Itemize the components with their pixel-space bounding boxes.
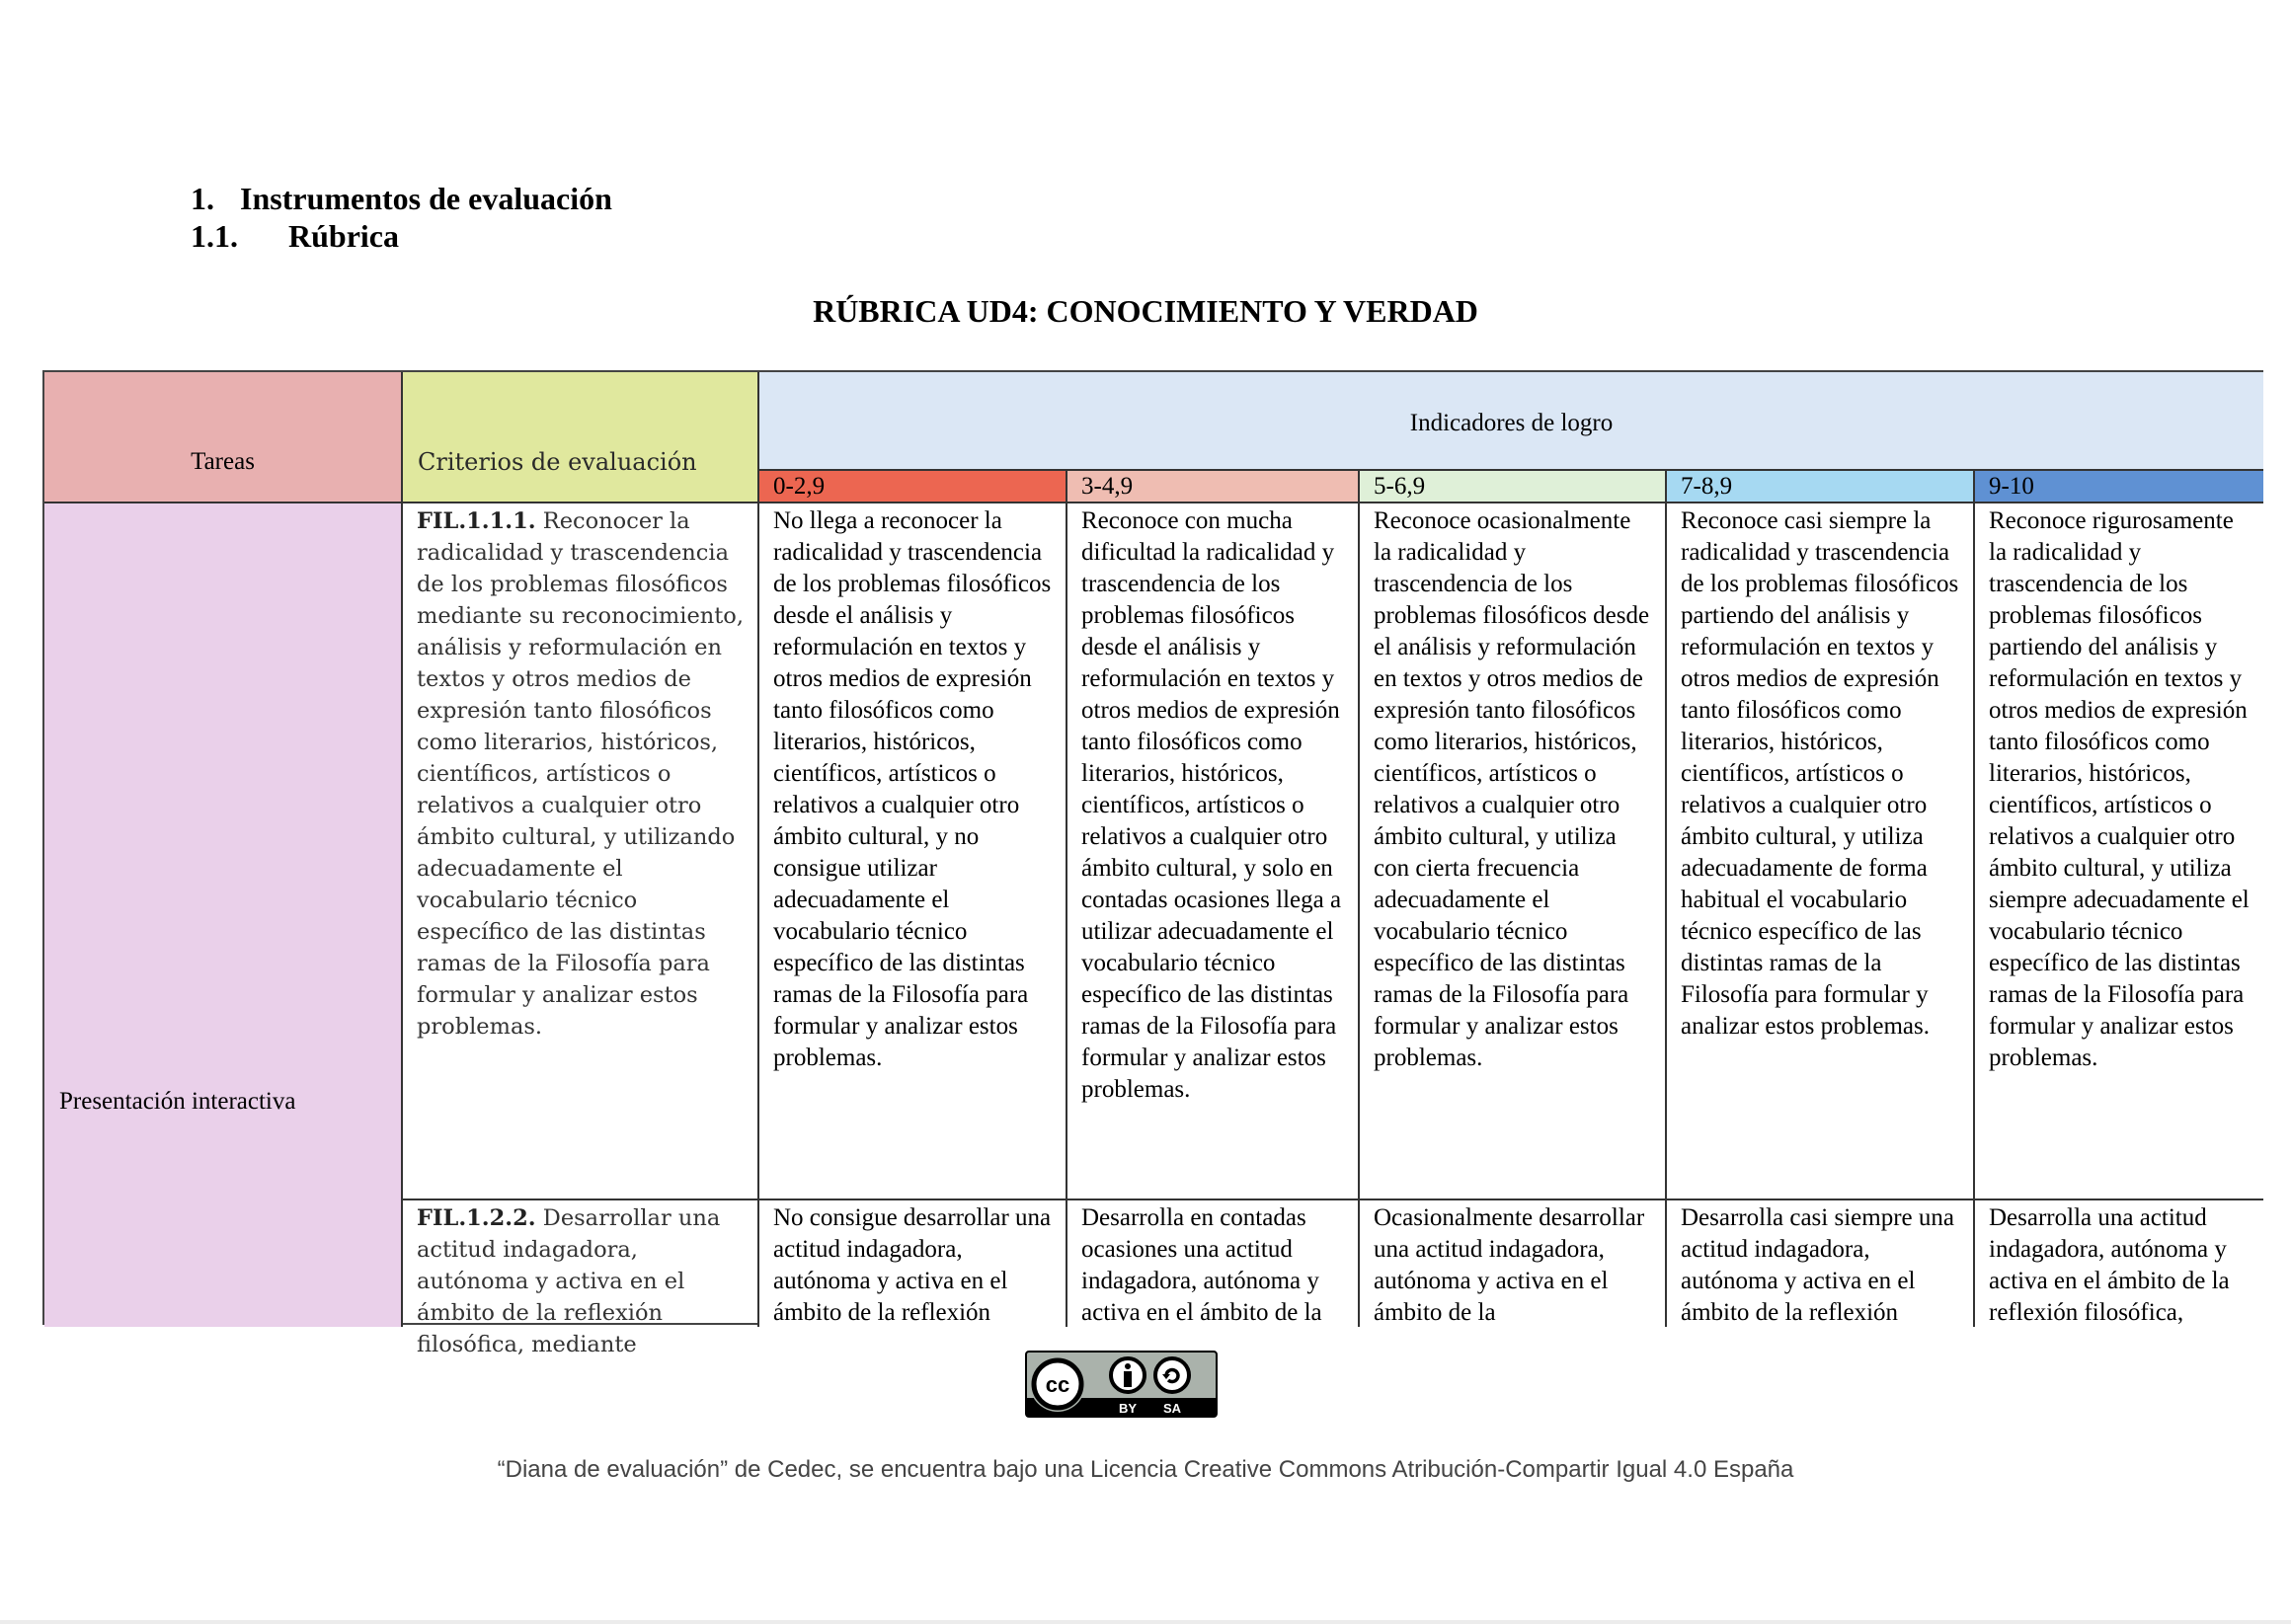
level-header-4: 7-8,9 <box>1665 469 1973 502</box>
tarea-cell <box>44 502 401 1327</box>
descriptor-cell: Reconoce casi siempre la radicalidad y trascendencia de los problemas filosóficos partiendo del análisis y reformulación en textos y otros medios de expresión tanto filosóficos como literarios, históricos, científicos, artísticos o relativos a cualquier otro ámbito cultural, y utiliza adecuadamente de forma habitual el vocabulario técnico específico de las distintas ramas de la Filosofía para formular y analizar estos problemas. <box>1665 502 1973 1199</box>
criterion-code: FIL.1.2.2. <box>417 1205 536 1231</box>
section-number: 1. <box>191 181 214 216</box>
descriptor-cell: No consigue desarrollar una actitud indagadora, autónoma y activa en el ámbito de la reflexión <box>757 1199 1066 1327</box>
descriptor-cell: Reconoce rigurosamente la radicalidad y trascendencia de los problemas filosóficos partiendo del análisis y reformulación en textos y otros medios de expresión tanto filosóficos como literarios, históricos, científicos, artísticos o relativos a cualquier otro ámbito cultural, y utiliza siempre adecuadamente el vocabulario técnico específico de las distintas ramas de la Filosofía para formular y analizar estos problemas. <box>1973 502 2263 1199</box>
descriptor-cell: No llega a reconocer la radicalidad y trascendencia de los problemas filosóficos desde el análisis y reformulación en textos y otros medios de expresión tanto filosóficos como literarios, históricos, científicos, artísticos o relativos a cualquier otro ámbito cultural, y no consigue utilizar adecuadamente el vocabulario técnico específico de las distintas ramas de la Filosofía para formular y analizar estos problemas. <box>757 502 1066 1199</box>
tarea-label: Presentación interactiva <box>59 1088 296 1115</box>
criterion-text: Desarrollar una actitud indagadora, autónoma y activa en el ámbito de la reflexión filosófica, mediante <box>417 1205 721 1357</box>
header-tareas <box>44 372 401 502</box>
descriptor-cell: Desarrolla una actitud indagadora, autónoma y activa en el ámbito de la reflexión filosófica, <box>1973 1199 2263 1327</box>
descriptor-cell: Ocasionalmente desarrollar una actitud indagadora, autónoma y activa en el ámbito de la <box>1358 1199 1665 1327</box>
rubric-title: RÚBRICA UD4: CONOCIMIENTO Y VERDAD <box>813 293 1478 329</box>
criterion-cell-1 <box>401 502 757 1199</box>
subsection-number: 1.1. <box>191 218 238 254</box>
license-footer: “Diana de evaluación” de Cedec, se encuentra bajo una Licencia Creative Commons Atribución-Compartir Igual 4.0 España <box>497 1456 1794 1483</box>
descriptor-cell: Reconoce con mucha dificultad la radicalidad y trascendencia de los problemas filosóficos desde el análisis y reformulación en textos y otros medios de expresión tanto filosóficos como literarios, históricos, científicos, artísticos o relativos a cualquier otro ámbito cultural, y solo en contadas ocasiones llega a utilizar adecuadamente el vocabulario técnico específico de las distintas ramas de la Filosofía para formular y analizar estos problemas. <box>1066 502 1358 1199</box>
level-header-3: 5-6,9 <box>1358 469 1665 502</box>
page-bottom-divider <box>0 1620 2291 1624</box>
header-criterios-label: Criterios de evaluación <box>418 448 697 476</box>
header-tareas-label: Tareas <box>191 448 255 475</box>
rubric-table <box>42 370 2263 1357</box>
cc-by-sa-badge-icon <box>1025 1351 1218 1418</box>
header-criterios <box>401 372 757 502</box>
subsection-heading <box>191 217 399 255</box>
badge-sa-label: SA <box>1162 1401 1182 1416</box>
level-header-2: 3-4,9 <box>1066 469 1358 502</box>
criterion-code: FIL.1.1.1. <box>417 508 536 534</box>
level-header-1: 0-2,9 <box>757 469 1066 502</box>
svg-text:cc: cc <box>1045 1372 1070 1397</box>
section-heading <box>191 180 612 217</box>
level-header-5: 9-10 <box>1973 469 2263 502</box>
criterion-text: Reconocer la radicalidad y trascendencia de los problemas filosóficos mediante su reconocimiento, análisis y reformulación en textos y otros medios de expresión tanto filosóficos como literarios, históricos, científicos, artísticos o relativos a cualquier otro ámbito cultural, y utilizando adecuadamente el vocabulario técnico específico de las distintas ramas de la Filosofía para formular y analizar estos problemas. <box>417 508 744 1040</box>
descriptor-cell: Reconoce ocasionalmente la radicalidad y trascendencia de los problemas filosóficos desde el análisis y reformulación en textos y otros medios de expresión tanto filosóficos como literarios, históricos, científicos, artísticos o relativos a cualquier otro ámbito cultural, y utiliza con cierta frecuencia adecuadamente el vocabulario técnico específico de las distintas ramas de la Filosofía para formular y analizar estos problemas. <box>1358 502 1665 1199</box>
descriptor-cell: Desarrolla casi siempre una actitud indagadora, autónoma y activa en el ámbito de la reflexión <box>1665 1199 1973 1327</box>
badge-by-label: BY <box>1118 1401 1138 1416</box>
descriptor-cell: Desarrolla en contadas ocasiones una actitud indagadora, autónoma y activa en el ámbito de la <box>1066 1199 1358 1327</box>
header-indicadores <box>757 372 2263 469</box>
header-indicadores-label: Indicadores de logro <box>1409 410 1614 436</box>
criterion-cell-2 <box>401 1199 757 1357</box>
subsection-title: Rúbrica <box>288 218 399 254</box>
section-title: Instrumentos de evaluación <box>240 181 612 216</box>
